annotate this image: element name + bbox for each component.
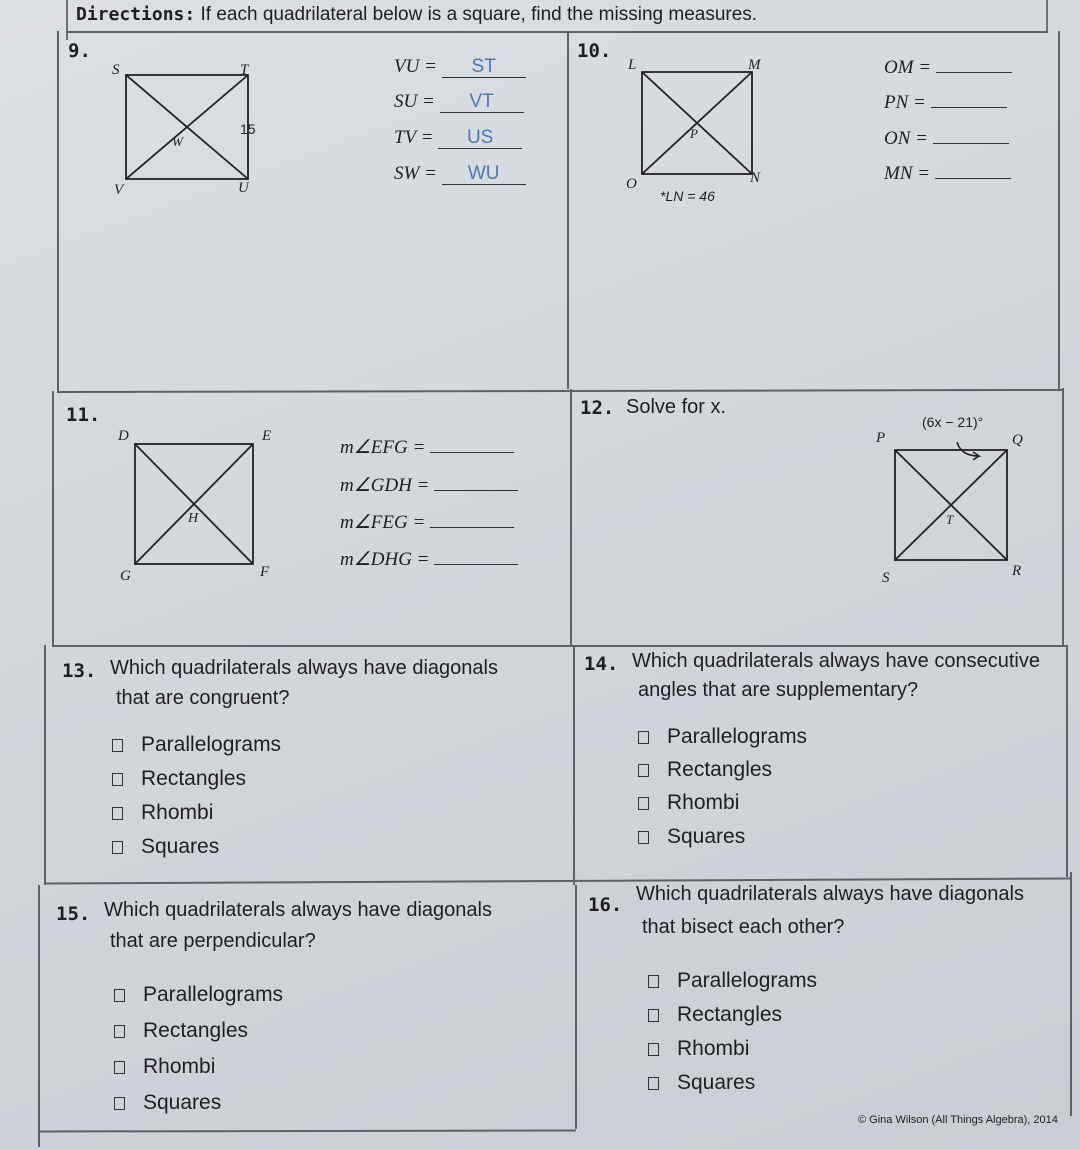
q10-row-4 [884, 163, 1011, 185]
q15-question-line-2: that are perpendicular? [110, 930, 316, 952]
q16-option-rhombi[interactable] [648, 1037, 749, 1061]
q14-option-rhombi[interactable] [638, 791, 739, 815]
q9-side-length: 15 [240, 121, 256, 137]
q14-option-squares[interactable] [638, 825, 745, 849]
q11-row-4-answer[interactable] [434, 564, 518, 565]
right-border-middle [1062, 388, 1064, 646]
q14-option-3-label: Rhombi [667, 791, 740, 814]
checkbox-icon[interactable] [112, 773, 123, 786]
q15-option-rectangles[interactable] [114, 1019, 248, 1043]
q9-row-4 [394, 163, 526, 185]
left-edge-top [66, 0, 68, 40]
q9-number: 9. [68, 40, 91, 62]
q9-vertex-v: V [114, 182, 124, 198]
center-divider-3 [573, 645, 575, 885]
q9-row-2-answer[interactable]: VT [440, 92, 524, 113]
q12-vertex-p: P [876, 430, 886, 446]
q14-question-line-2: angles that are supplementary? [638, 679, 919, 701]
q10-given: *LN = 46 [660, 188, 715, 204]
q12-number: 12. [580, 397, 615, 419]
q10-row-3-label: ON = [884, 128, 928, 149]
q9-center-w: W [172, 134, 183, 149]
q11-vertex-d: D [118, 428, 129, 444]
q14-option-2-label: Rectangles [667, 758, 773, 781]
q15-option-rhombi[interactable] [114, 1055, 215, 1079]
q15-question-line-1: Which quadrilaterals always have diagonals [104, 899, 492, 921]
right-border-lower [1066, 645, 1068, 877]
row-divider-1 [57, 389, 1063, 393]
left-border-lower [44, 645, 46, 885]
q13-question-line-2: that are congruent? [116, 687, 290, 709]
q10-row-1-label: OM = [884, 57, 932, 78]
checkbox-icon[interactable] [112, 841, 123, 854]
q13-option-rectangles[interactable] [112, 767, 246, 791]
q11-row-1 [340, 436, 514, 459]
q11-square-figure [135, 444, 253, 564]
directions [76, 4, 757, 26]
q10-vertex-n: N [750, 170, 761, 186]
q9-row-3 [394, 127, 522, 149]
checkbox-icon[interactable] [638, 764, 649, 777]
q13-option-rhombi[interactable] [112, 801, 213, 825]
q12-vertex-q: Q [1012, 432, 1023, 448]
q11-row-4-label: m∠DHG = [340, 549, 430, 570]
q9-row-2-label: SU = [394, 91, 435, 112]
directions-text: If each quadrilateral below is a square, find the missing measures. [195, 4, 758, 25]
q10-vertex-m: M [748, 57, 761, 73]
left-border-middle [52, 391, 54, 645]
q11-row-4 [340, 548, 518, 571]
q11-row-1-label: m∠EFG = [340, 437, 426, 458]
q10-center-p: P [690, 126, 698, 141]
q15-number: 15. [56, 903, 91, 925]
checkbox-icon[interactable] [648, 1009, 659, 1022]
q16-question-line-2: that bisect each other? [642, 916, 845, 938]
q10-row-4-label: MN = [884, 163, 931, 184]
q9-row-1-label: VU = [394, 56, 437, 77]
q9-row-3-label: TV = [394, 127, 434, 148]
q9-row-3-answer[interactable]: US [438, 128, 522, 149]
q9-row-2 [394, 91, 524, 113]
q16-option-rectangles[interactable] [648, 1003, 782, 1027]
q15-option-squares[interactable] [114, 1091, 221, 1115]
q11-row-3 [340, 511, 514, 534]
checkbox-icon[interactable] [114, 989, 125, 1002]
q11-row-3-answer[interactable] [430, 527, 514, 528]
q9-vertex-s: S [112, 62, 120, 78]
q16-option-2-label: Rectangles [677, 1003, 783, 1026]
q15-option-1-label: Parallelograms [143, 983, 284, 1006]
q15-option-parallelograms[interactable] [114, 983, 283, 1007]
checkbox-icon[interactable] [114, 1061, 125, 1074]
right-border-upper [1058, 31, 1060, 391]
q13-question-line-1: Which quadrilaterals always have diagonals [110, 657, 498, 679]
q11-vertex-e: E [262, 428, 272, 444]
q11-number: 11. [66, 404, 101, 426]
right-edge-top [1046, 0, 1048, 32]
q13-number: 13. [62, 660, 97, 682]
q10-number: 10. [577, 40, 612, 62]
q10-row-4-answer[interactable] [935, 178, 1011, 179]
left-border-bottom [38, 885, 40, 1147]
q11-row-2-answer[interactable] [434, 490, 518, 491]
q11-row-1-answer[interactable] [430, 452, 514, 453]
left-border-upper [57, 31, 59, 391]
center-divider-1 [567, 31, 569, 389]
q10-square-figure [642, 72, 752, 174]
q13-option-2-label: Rectangles [141, 767, 247, 790]
q11-row-3-label: m∠FEG = [340, 512, 426, 533]
q14-number: 14. [584, 653, 619, 675]
q9-row-1-answer[interactable]: ST [442, 57, 526, 78]
q12-prompt: Solve for x. [626, 396, 727, 418]
q13-option-1-label: Parallelograms [141, 733, 282, 756]
q15-option-2-label: Rectangles [143, 1019, 249, 1042]
q16-question-line-1: Which quadrilaterals always have diagonals [636, 883, 1024, 905]
q10-vertex-l: L [628, 57, 637, 73]
q13-option-3-label: Rhombi [141, 801, 214, 824]
center-divider-4 [575, 885, 577, 1129]
right-border-bottom [1070, 872, 1072, 1116]
bottom-corner [575, 1127, 577, 1129]
q9-row-4-answer[interactable]: WU [442, 164, 526, 185]
q12-square-figure [895, 450, 1007, 560]
q10-row-1-answer[interactable] [936, 72, 1012, 73]
checkbox-icon[interactable] [112, 807, 123, 820]
q9-row-4-label: SW = [394, 163, 437, 184]
checkbox-icon[interactable] [638, 797, 649, 810]
q16-option-4-label: Squares [677, 1071, 756, 1094]
q16-option-3-label: Rhombi [677, 1037, 750, 1060]
bottom-line-left [38, 1130, 576, 1133]
q14-option-4-label: Squares [667, 825, 746, 848]
q16-number: 16. [588, 894, 623, 916]
q10-vertex-o: O [626, 176, 637, 192]
checkbox-icon[interactable] [648, 1043, 659, 1056]
q9-row-1 [394, 56, 526, 78]
checkbox-icon[interactable] [648, 1077, 659, 1090]
header-divider [66, 31, 1048, 33]
q11-vertex-f: F [260, 564, 270, 580]
center-divider-2 [570, 389, 572, 645]
q11-row-2-label: m∠GDH = [340, 475, 430, 496]
q13-option-parallelograms[interactable] [112, 733, 281, 757]
q10-row-1 [884, 57, 1012, 79]
q16-option-squares[interactable] [648, 1071, 755, 1095]
checkbox-icon[interactable] [648, 975, 659, 988]
q14-question-line-1: Which quadrilaterals always have consecutive [632, 650, 1040, 672]
q12-center-t: T [946, 512, 954, 527]
q13-option-squares[interactable] [112, 835, 219, 859]
checkbox-icon[interactable] [114, 1025, 125, 1038]
checkbox-icon[interactable] [114, 1097, 125, 1110]
q15-option-3-label: Rhombi [143, 1055, 216, 1078]
q10-row-2 [884, 92, 1007, 114]
q10-row-3-answer[interactable] [933, 143, 1009, 144]
q10-row-3 [884, 128, 1009, 150]
q11-vertex-g: G [120, 568, 131, 584]
checkbox-icon[interactable] [112, 739, 123, 752]
q13-option-4-label: Squares [141, 835, 220, 858]
q9-vertex-u: U [238, 180, 249, 196]
q16-option-parallelograms[interactable] [648, 969, 817, 993]
q12-vertex-r: R [1012, 563, 1022, 579]
q9-vertex-t: T [240, 62, 249, 78]
q14-option-1-label: Parallelograms [667, 725, 808, 748]
q14-option-rectangles[interactable] [638, 758, 772, 782]
checkbox-icon[interactable] [638, 731, 649, 744]
checkbox-icon[interactable] [638, 831, 649, 844]
copyright-credit: © Gina Wilson (All Things Algebra), 2014 [858, 1114, 1058, 1126]
q10-row-2-answer[interactable] [931, 107, 1007, 108]
q10-row-2-label: PN = [884, 92, 926, 113]
q12-angle-expression: (6x − 21)° [922, 414, 984, 430]
q11-row-2 [340, 474, 518, 497]
directions-label: Directions: [76, 4, 196, 25]
q11-center-h: H [188, 511, 199, 526]
q16-option-1-label: Parallelograms [677, 969, 818, 992]
q15-option-4-label: Squares [143, 1091, 222, 1114]
q14-option-parallelograms[interactable] [638, 725, 807, 749]
q9-square-figure [126, 75, 248, 179]
q12-vertex-s: S [882, 570, 890, 586]
